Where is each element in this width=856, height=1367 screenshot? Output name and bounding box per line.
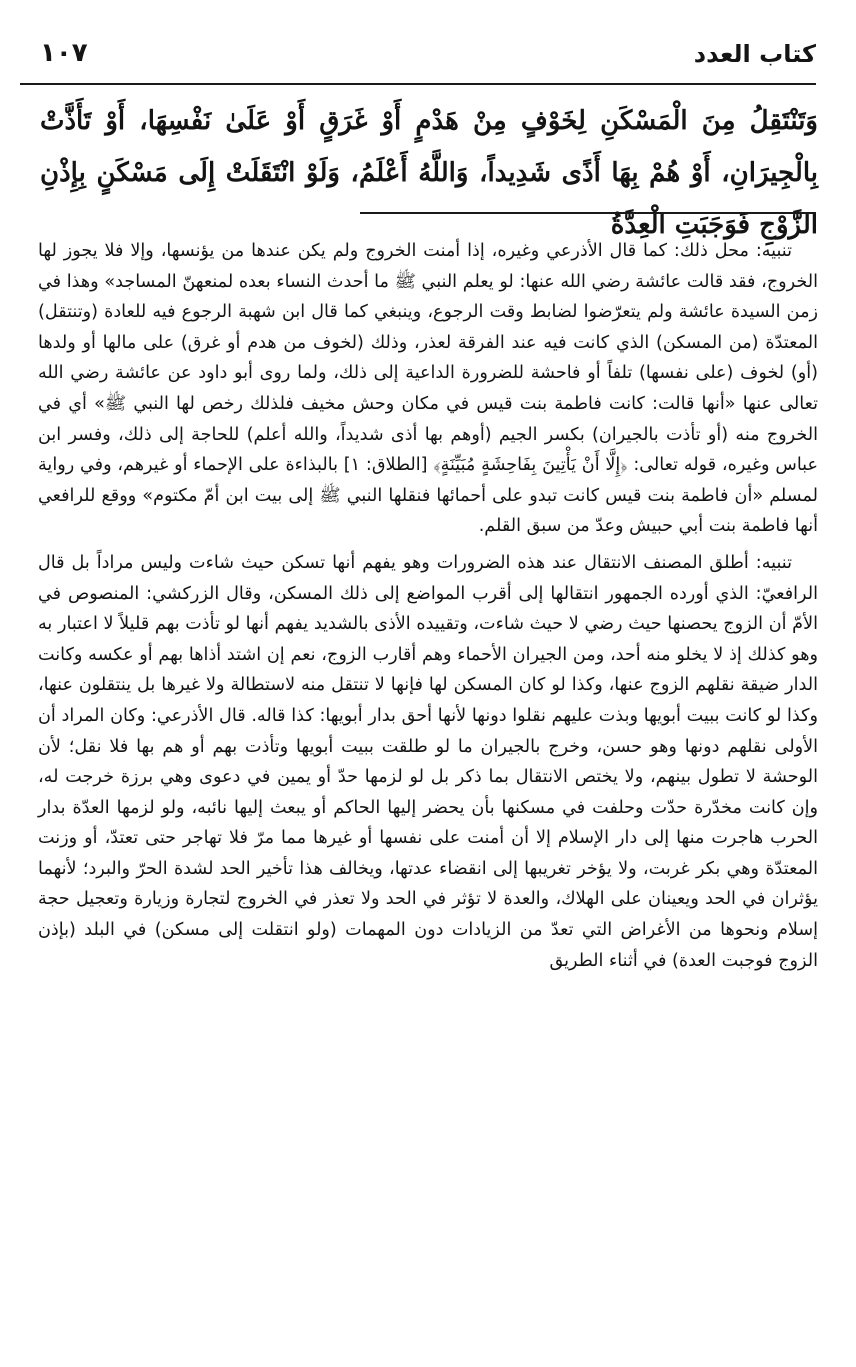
page-header xyxy=(40,30,816,80)
commentary-paragraph: تنبيه: أطلق المصنف الانتقال عند هذه الضرورات وهو يفهم أنها تسكن حيث شاءت وليس مراداً بل قال الرافعيّ: الذي أورده الجمهور انتقالها إلى أقرب المواضع إلى ذلك المسكن، وقال الزركشي: المنصوص في الأمّ أن الزوج يحصنها حيث رضي لا حيث شاءت، وتقييده الأذى بالشديد يفهم أنها لو تأذت بهم قليلاً لا اعتبار به وهو كذلك إذ لا يخلو منه أحد، ومن الجيران الأحماء وهم أقارب الزوج، نعم إن اشتد أذاها بهم أو عكسه وكانت الدار ضيقة نقلهم الزوج عنها، وكذا لو كان المسكن لها فإنها لا تنتقل منه لاستطالة ولا غيرها بل ينتقلون عنها، وكذا لو كانت ببيت أبويها وبذت عليهم نقلوا دونها لأنها أحق بدار أبويها: كذا قاله. قال الأذرعي: وكان المراد أن الأولى نقلهم دونها وهو حسن، وخرج بالجيران ما لو طلقت ببيت أبويها وتأذت بهم أو هم بها فلا نقل؛ لأن الوحشة لا تطول بينهم، ولا يختص الانتقال بما ذكر بل لو لزمها حدّ أو يمين في دعوى وهي برزة خرجت له، وإن كانت مخدّرة حدّت وحلفت في مسكنها بأن يحضر إليها الحاكم أو يبعث إليها نائبه، ولو لزمها العدّة بدار الحرب هاجرت منها إلى دار الإسلام إلا أن أمنت على نفسها أو غيرها مما مرّ فلا تهاجر حتى تعتدّ، أو وزنت المعتدّة وهي بكر غربت، ولا يؤخر تغريبها إلى انقضاء عدتها، ويخالف هذا تأخير الحد لشدة الحرّ والبرد؛ لأنهما يؤثران في الحد ويعينان على الهلاك، والعدة لا تؤثر في الحد ولا تعذر في الخروج لتجارة وزيارة وتعجيل حجة إسلام ونحوها من الأغراض التي تعدّ من الزيادات دون المهمات (ولو انتقلت إلى مسكن) في البلد (بإذن الزوج فوجبت العدة) في أثناء الطريق xyxy=(38,552,818,971)
running-title: كتاب العدد xyxy=(693,40,816,68)
footnote-divider xyxy=(360,212,816,214)
main-text: وَتَنْتَقِلُ مِنَ الْمَسْكَنِ لِخَوْفٍ مِنْ هَدْمٍ أَوْ غَرَقٍ أَوْ عَلَىٰ نَفْسِهَا، أَوْ تَأَذَّتْ بِالْجِيرَانِ، أَوْ هُمْ بِهَا أَذًى شَدِيداً، وَاللَّهُ أَعْلَمُ، وَلَوْ انْتَقَلَتْ إِلَى مَسْكَنٍ بِإِذْنِ الزَّوْجِ فَوَجَبَتِ الْعِدَّةُ xyxy=(40,106,818,240)
commentary-paragraph: تنبيه: محل ذلك: كما قال الأذرعي وغيره، إذا أمنت الخروج ولم يكن عندها من يؤنسها، وإلا فلا يجوز لها الخروج، فقد قالت عائشة رضي الله عنها: لو يعلم النبي ﷺ ما أحدث النساء بعده لمنعهنّ المساجد» وهذا في زمن السيدة عائشة ولم يتعرّضوا لضابط وقت الرجوع، وينبغي كما قال ابن شهبة الرجوع فيه للعادة (وتنتقل) المعتدّة (من المسكن) الذي كانت فيه عند الفرقة لعذر، وذلك (لخوف من هدم أو غرق) على مالها أو ولدها (أو) لخوف (على نفسها) تلفاً أو فاحشة للضرورة الداعية إلى ذلك، ولما روى أبو داود عن عائشة رضي الله تعالى عنها «أنها قالت: كانت فاطمة بنت قيس في مكان وحش مخيف فلذلك رخص لها النبي ﷺ» أي في الخروج منه (أو تأذت بالجيران) بكسر الجيم (أوهم بها أذى شديداً، والله أعلم) للحاجة إلى ذلك، وفسر ابن عباس وغيره، قوله تعالى: ﴿إِلَّا أَنْ يَأْتِينَ بِفَاحِشَةٍ مُبَيِّنَةٍ﴾ [الطلاق: ١] بالبذاءة على الإحماء أو غيرهم، وفي رواية لمسلم «أن فاطمة بنت قيس كانت تبدو على أحمائها فنقلها النبي ﷺ إلى بيت ابن أمّ مكتوم» ووقع للرافعي أنها فاطمة بنت أبي حبيش وعدّ من سبق القلم. xyxy=(38,241,818,537)
commentary xyxy=(38,236,818,976)
page-number: ١٠٧ xyxy=(40,38,88,68)
header-divider xyxy=(20,83,816,85)
